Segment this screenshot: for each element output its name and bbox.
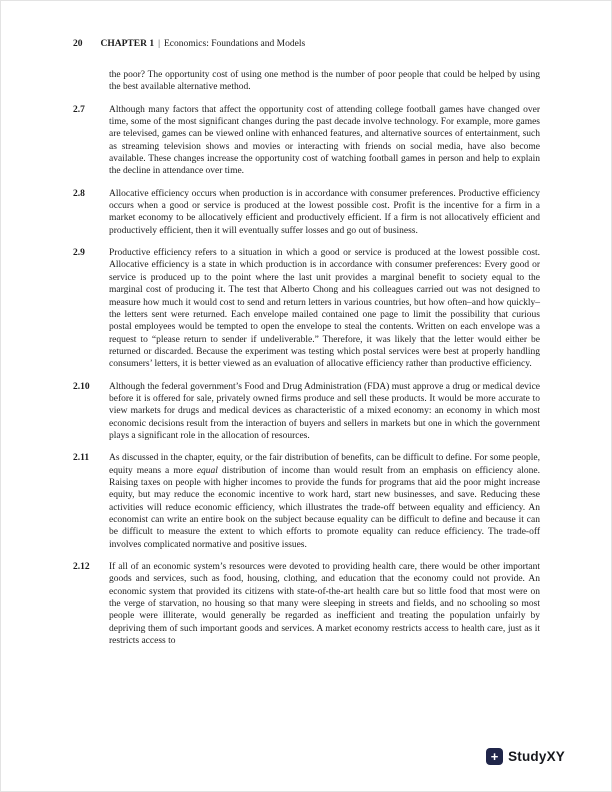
plus-icon: + bbox=[486, 748, 503, 765]
answer-text: Allocative efficiency occurs when production is in accordance with consumer preferences. Productive efficiency occurs when a good or service is produced at the lowest possible cost. Profit is the incentive for a firm in a market economy to be allocatively efficient and productively efficient. If a firm is not allocatively efficient and productively efficient, then it will eventually suffer losses and go out of business. bbox=[109, 188, 540, 236]
chapter-title: Economics: Foundations and Models bbox=[163, 39, 306, 49]
answer-text: the poor? The opportunity cost of using one method is the number of poor people that could be helped by using the best available alternative method. bbox=[109, 70, 540, 93]
answer-number: 2.8 bbox=[73, 188, 85, 199]
brand-name bbox=[508, 749, 565, 764]
answer-number: 2.9 bbox=[73, 248, 85, 259]
answers-list bbox=[73, 69, 540, 657]
answer-text: Although many factors that affect the opportunity cost of attending college football games have changed over time, some of the most significant changes during the past decade involve technology. For example, more games are televised, games can be viewed online with enhanced features, and alternative sources of entertainment, such as streaming television shows and movies or interacting with friends on social media, have also become available. These changes increase the opportunity cost of watching football games in person and help to explain the decline in attendance over time. bbox=[109, 104, 540, 177]
answer-item bbox=[73, 561, 540, 647]
answer-item bbox=[73, 188, 540, 237]
answer-item bbox=[73, 381, 540, 443]
answer-number: 2.11 bbox=[73, 453, 90, 464]
answer-item bbox=[73, 452, 540, 551]
answer-text: As discussed in the chapter, equity, or the fair distribution of benefits, can be difficult to define. For some people, equity means a more equal distribution of income than would result from an emphasis on efficiency alone. Raising taxes on people with higher incomes to provide the funds for programs that aid the poor might increase equity, but may reduce the economic incentive to work hard, start new businesses, and save. Reducing these activities will reduce economic efficiency, which illustrates the trade-off between equality and efficiency. An economist can write an entire book on the subject because equality can be difficult to define and because it can be difficult to measure the extent to which efforts to promote equality can reduce efficiency. The trade-off involves complicated normative and positive issues. bbox=[109, 453, 540, 550]
answer-item bbox=[73, 104, 540, 178]
answer-text: Although the federal government’s Food and Drug Administration (FDA) must approve a drug or medical device before it is offered for sale, privately owned firms produce and sell these products. It would be more accurate to view markets for drugs and medical devices as characteristic of a mixed economy: an economy in which most economic decisions result from the interaction of buyers and sellers in markets but one in which the government plays a significant role in the allocation of resources. bbox=[109, 381, 540, 441]
answer-number: 2.10 bbox=[73, 381, 90, 392]
page-number: 20 bbox=[73, 39, 83, 49]
answer-number: 2.7 bbox=[73, 104, 85, 115]
studyxy-logo bbox=[486, 748, 565, 765]
answer-text: If all of an economic system’s resources were devoted to providing health care, there would be other important goods and services, such as food, housing, clothing, and education that the economy could not provide. An economic system that provided its citizens with state-of-the-art health care but so little food that most were on the verge of starvation, no housing so that many were sleeping in streets and fields, and no schooling so most people were illiterate, would generally be regarded as inefficient and treating the population unfairly by depriving them of such important goods and services. A market economy restricts access to health care, just as it restricts access to bbox=[109, 562, 540, 647]
chapter-label: CHAPTER 1 bbox=[100, 39, 155, 49]
page-header bbox=[73, 38, 540, 50]
answer-number: 2.12 bbox=[73, 562, 90, 573]
answer-item bbox=[73, 247, 540, 370]
brand-name-secondary: XY bbox=[546, 749, 565, 764]
answer-item bbox=[73, 69, 540, 94]
answer-number bbox=[73, 69, 109, 94]
header-separator: | bbox=[158, 39, 160, 49]
answer-text: Productive efficiency refers to a situation in which a good or service is produced at the lowest possible cost. Allocative efficiency is a state in which production is in accordance with consumer preferences: Every good or service is produced up to the point where the last unit provides a marginal benefit to society equal to the marginal cost of producing it. The test that Alberto Chong and his colleagues carried out was not designed to measure how much it would cost to send and return letters in various countries, but how often–and how quickly–the letters sent were returned. Each envelope mailed contained one page to limit the possibility that curious postal employees would be tempted to open the envelope to steal the contents. Written on each envelope was a request to “please return to sender if undeliverable.” Therefore, it was likely that the letter would either be returned or discarded. Because the experiment was testing which postal services were best at properly handling consumers’ letters, it is better viewed as an evaluation of allocative efficiency rather than productive efficiency. bbox=[109, 248, 540, 370]
brand-name-primary: Study bbox=[508, 749, 547, 764]
footer bbox=[486, 748, 565, 765]
